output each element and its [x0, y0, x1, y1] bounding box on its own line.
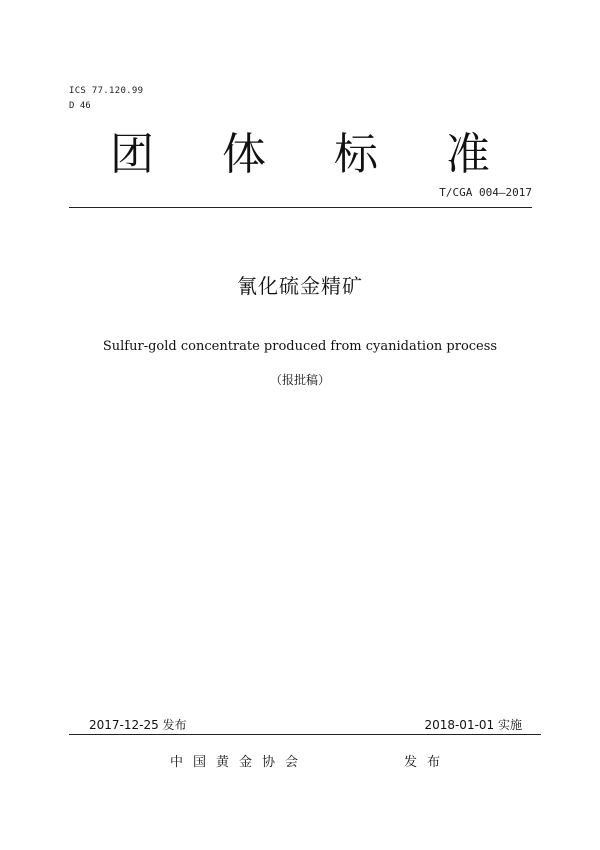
document-type-char: 准 — [446, 129, 490, 180]
effective-date: 2018-01-01 实施 — [424, 718, 522, 732]
document-type-char: 团 — [110, 129, 154, 180]
issuing-organization: 中国黄金协会 — [170, 755, 309, 770]
standard-number: T/CGA 004—2017 — [439, 186, 532, 199]
english-title: Sulfur-gold concentrate produced from cyanidation process — [102, 339, 498, 354]
ics-code: ICS 77.120.99 — [69, 86, 144, 96]
publish-date: 2017-12-25 发布 — [89, 718, 187, 732]
classification-code: D 46 — [69, 101, 91, 111]
bottom-divider — [69, 734, 541, 735]
document-type-heading — [0, 118, 600, 182]
document-type-char: 标 — [334, 129, 378, 180]
draft-status: （报批稿） — [269, 373, 330, 387]
document-type-char: 体 — [222, 129, 266, 180]
publish-label: 发布 — [404, 755, 451, 770]
top-divider — [69, 207, 532, 208]
chinese-title: 氰化硫金精矿 — [237, 274, 363, 298]
